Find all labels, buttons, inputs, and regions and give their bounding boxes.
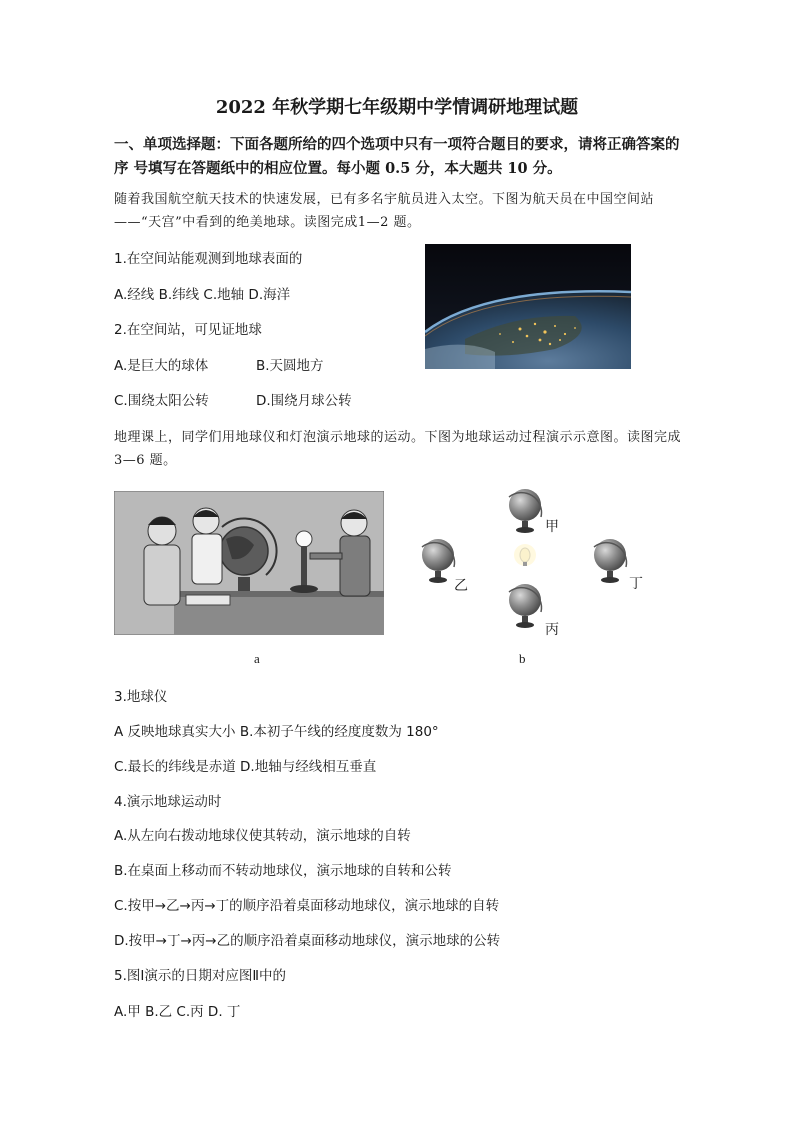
question-2-option-c: C.围绕太阳公转 — [114, 393, 209, 409]
question-4-option-a: A.从左向右拨动地球仪使其转动，演示地球的自转 — [114, 828, 411, 844]
question-3-stem: 3.地球仪 — [114, 689, 168, 705]
question-5-stem: 5.图Ⅰ演示的日期对应图Ⅱ中的 — [114, 968, 287, 984]
question-2-option-a: A.是巨大的球体 — [114, 358, 209, 374]
label-yi: 乙 — [454, 579, 468, 594]
globe-bing — [509, 584, 541, 628]
caption-b: b — [519, 651, 526, 666]
question-4-option-b: B.在桌面上移动而不转动地球仪，演示地球的自转和公转 — [114, 863, 452, 879]
label-jia: 甲 — [545, 520, 559, 535]
label-ding: 丁 — [629, 577, 643, 592]
question-3-line-2: C.最长的纬线是赤道 D.地轴与经线相互垂直 — [114, 759, 377, 775]
globe-jia — [509, 489, 541, 533]
question-3-line-1: A 反映地球真实大小 B.本初子午线的经度度数为 180° — [114, 724, 439, 740]
question-5-options: A.甲 B.乙 C.丙 D. 丁 — [114, 1004, 241, 1020]
intro-paragraph-2: 地理课上，同学们用地球仪和灯泡演示地球的运动。下图为地球运动过程演示示意图。读图完成3—6 题。 — [114, 430, 682, 468]
question-2-stem: 2.在空间站，可见证地球 — [114, 322, 262, 338]
earth-from-space-photo — [425, 244, 631, 369]
question-1-options: A.经线 B.纬线 C.地轴 D.海洋 — [114, 287, 291, 303]
caption-a: a — [254, 651, 260, 666]
question-4-stem: 4.演示地球运动时 — [114, 794, 222, 810]
question-4-option-d: D.按甲→丁→丙→乙的顺序沿着桌面移动地球仪，演示地球的公转 — [114, 933, 501, 949]
figure-a-classroom-sketch — [114, 491, 384, 635]
question-2-option-b: B.天圆地方 — [256, 358, 324, 374]
figure-b-orbit-diagram — [410, 485, 660, 645]
globe-ding — [594, 539, 626, 583]
question-1-stem: 1.在空间站能观测到地球表面的 — [114, 251, 303, 267]
question-2-option-d: D.围绕月球公转 — [256, 393, 352, 409]
section-heading: 一、单项选择题：下面各题所给的四个选项中只有一项符合题目的要求，请将正确答案的序 号填写在答题纸中的相应位置。每小题 0.5 分，本大题共 10 分。 — [114, 136, 680, 177]
page-title: 2022 年秋学期七年级期中学情调研地理试题 — [215, 97, 579, 118]
label-bing: 丙 — [545, 623, 559, 638]
intro-paragraph-1: 随着我国航空航天技术的快速发展，已有多名宇航员进入太空。下图为航天员在中国空间站——“天宫”中看到的绝美地球。读图完成1—2 题。 — [114, 192, 655, 230]
lamp-icon — [514, 544, 536, 566]
question-4-option-c: C.按甲→乙→丙→丁的顺序沿着桌面移动地球仪，演示地球的自转 — [114, 898, 500, 914]
globe-yi — [422, 539, 454, 583]
